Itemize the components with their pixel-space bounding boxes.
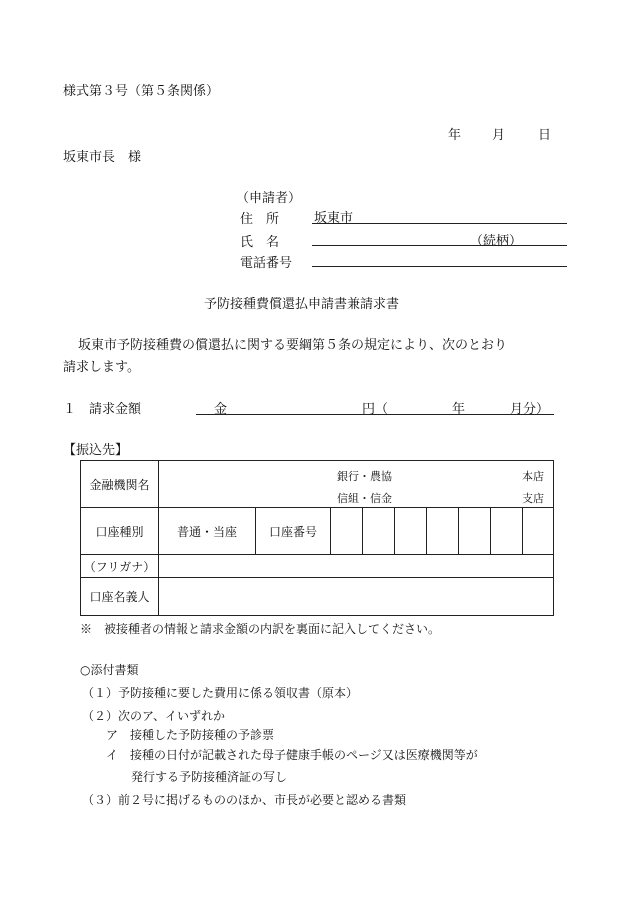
applicant-header: （申請者）	[236, 191, 302, 206]
attachment-item-1: （１）予防接種に要した費用に係る領収書（原本）	[82, 686, 359, 700]
relation-label: （続柄）	[470, 234, 523, 249]
date-month-label: 月	[492, 128, 506, 143]
note-text: ※ 被接種者の情報と請求金額の内訳を裏面に記入してください。	[80, 622, 441, 636]
account-number-label-cell	[256, 508, 331, 555]
bank-info-table	[80, 460, 554, 616]
addressee: 坂東市長 様	[63, 150, 142, 165]
date-year-label: 年	[448, 128, 462, 143]
account-type-value-cell[interactable]	[159, 508, 256, 555]
phone-underline[interactable]	[312, 266, 567, 267]
furigana-value-cell[interactable]	[159, 555, 554, 578]
claim-amount-label: １ 請求金額	[63, 402, 142, 417]
account-digit-cell[interactable]	[523, 508, 554, 555]
account-holder-label: 口座名義人	[89, 590, 150, 604]
account-digit-cell[interactable]	[427, 508, 459, 555]
account-digit-cell[interactable]	[395, 508, 427, 555]
attachments-heading: ○添付書類	[80, 663, 139, 677]
account-digit-cell[interactable]	[491, 508, 523, 555]
account-type-label-cell	[81, 508, 159, 555]
furigana-label-cell	[81, 555, 159, 578]
account-type-label: 口座種別	[95, 524, 144, 539]
attachment-item-2a: ア 接種した予防接種の予診票	[106, 728, 275, 742]
attachment-item-2b-line1: イ 接種の日付が記載された母子健康手帳のページ又は医療機関等が	[106, 748, 478, 762]
transfer-heading: 【振込先】	[63, 443, 129, 458]
claim-year-label: 年	[452, 402, 466, 417]
institution-value-cell[interactable]	[159, 461, 554, 508]
furigana-label: （フリガナ）	[83, 559, 156, 574]
claim-month-label: 月分）	[510, 402, 550, 417]
bank-type-2: 信組・信金	[337, 492, 392, 505]
claim-yen-label: 円（	[362, 402, 389, 417]
name-underline[interactable]	[312, 245, 567, 246]
document-title: 予防接種費償還払申請書兼請求書	[204, 297, 400, 312]
body-text-line2: 請求します。	[63, 360, 140, 375]
head-office-label: 本店	[522, 470, 544, 483]
account-type-value: 普通・当座	[176, 524, 237, 539]
account-holder-value-cell[interactable]	[159, 578, 554, 616]
claim-kin-label: 金	[214, 402, 228, 417]
address-label: 住 所	[240, 212, 280, 227]
account-digit-cell[interactable]	[363, 508, 395, 555]
address-value[interactable]: 坂東市	[314, 211, 354, 226]
phone-label: 電話番号	[240, 256, 293, 271]
name-label: 氏 名	[240, 235, 280, 250]
account-number-label: 口座番号	[268, 524, 317, 539]
branch-label: 支店	[522, 492, 544, 505]
body-text-line1: 坂東市予防接種費の償還払に関する要綱第５条の規定により、次のとおり	[78, 338, 508, 353]
bank-type-1: 銀行・農協	[337, 470, 392, 483]
account-digit-cell[interactable]	[459, 508, 491, 555]
institution-label-cell	[81, 461, 159, 508]
institution-label: 金融機関名	[89, 477, 150, 492]
address-underline	[312, 223, 567, 224]
attachment-item-2b-line2: 発行する予防接種済証の写し	[131, 770, 288, 784]
date-day-label: 日	[538, 128, 552, 143]
attachment-item-3: （３）前２号に掲げるもののほか、市長が必要と認める書類	[82, 793, 407, 807]
form-number: 様式第３号（第５条関係）	[63, 84, 220, 99]
attachment-item-2: （２）次のア、イいずれか	[82, 709, 226, 723]
account-digit-cell[interactable]	[331, 508, 363, 555]
claim-underline[interactable]	[196, 414, 554, 415]
account-holder-label-cell	[81, 578, 159, 616]
